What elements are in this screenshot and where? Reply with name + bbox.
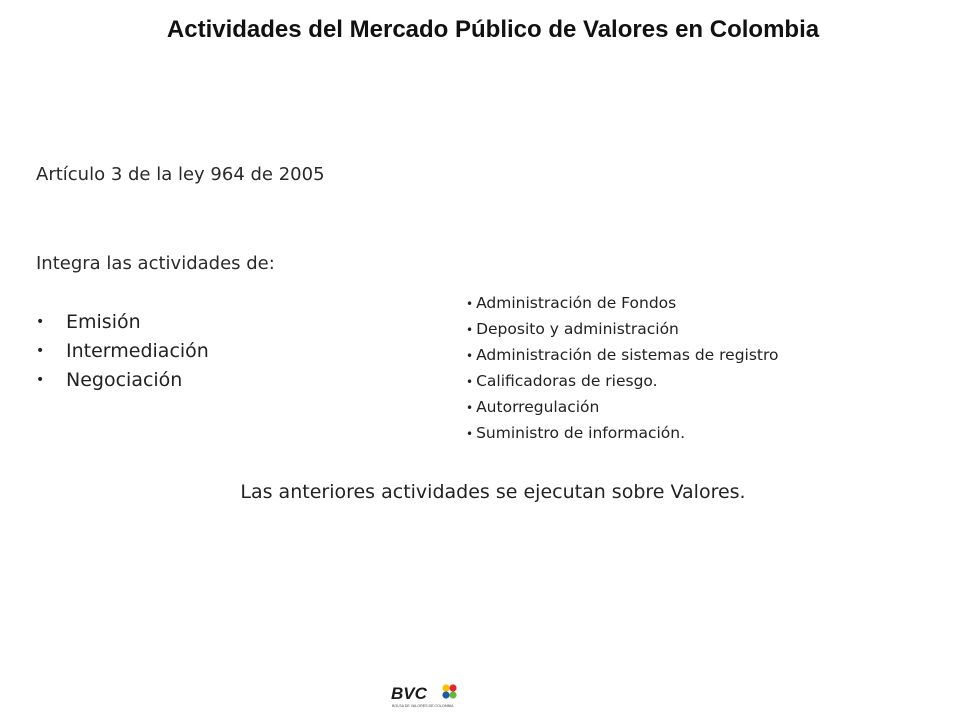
list-item: [466, 316, 779, 342]
logo-name: BVC: [391, 684, 427, 703]
logo-green-dot: [449, 691, 456, 698]
activity-label: Emisión: [66, 311, 141, 333]
list-item: [36, 366, 209, 395]
bullet-icon: •: [36, 343, 45, 359]
activity-label: Administración de sistemas de registro: [476, 346, 779, 364]
list-item: [466, 342, 779, 368]
list-item: [36, 337, 209, 366]
main-activities-list: [36, 308, 209, 395]
bullet-icon: •: [466, 349, 474, 363]
bullet-icon: •: [466, 323, 474, 337]
activity-label: Calificadoras de riesgo.: [476, 372, 658, 390]
logo-subtitle: BOLSA DE VALORES DE COLOMBIA: [392, 704, 454, 708]
bullet-icon: •: [466, 297, 474, 311]
activity-label: Negociación: [66, 369, 183, 391]
logo-yellow-dot: [442, 684, 449, 691]
list-item: [466, 290, 779, 316]
logo-red-dot: [449, 684, 456, 691]
activity-label: Autorregulación: [476, 398, 600, 416]
activity-label: Intermediación: [66, 340, 209, 362]
bullet-icon: •: [36, 372, 45, 388]
article-reference: Artículo 3 de la ley 964 de 2005: [36, 164, 325, 185]
bullet-icon: •: [466, 427, 474, 441]
activity-label: Deposito y administración: [476, 320, 679, 338]
bullet-icon: •: [466, 401, 474, 415]
activity-label: Suministro de información.: [476, 424, 686, 442]
other-activities-list: [466, 290, 779, 446]
bullet-icon: •: [466, 375, 474, 389]
list-item: [466, 420, 779, 446]
list-item: [466, 394, 779, 420]
conclusion-text: Las anteriores actividades se ejecutan sobre Valores.: [240, 481, 746, 503]
bvc-logo: [389, 680, 469, 710]
activity-label: Administración de Fondos: [476, 294, 677, 312]
logo-blue-dot: [442, 691, 449, 698]
slide-title: Actividades del Mercado Público de Valores en Colombia: [166, 16, 820, 43]
list-item: [36, 308, 209, 337]
list-item: [466, 368, 779, 394]
intro-text: Integra las actividades de:: [36, 253, 275, 274]
bullet-icon: •: [36, 314, 45, 330]
